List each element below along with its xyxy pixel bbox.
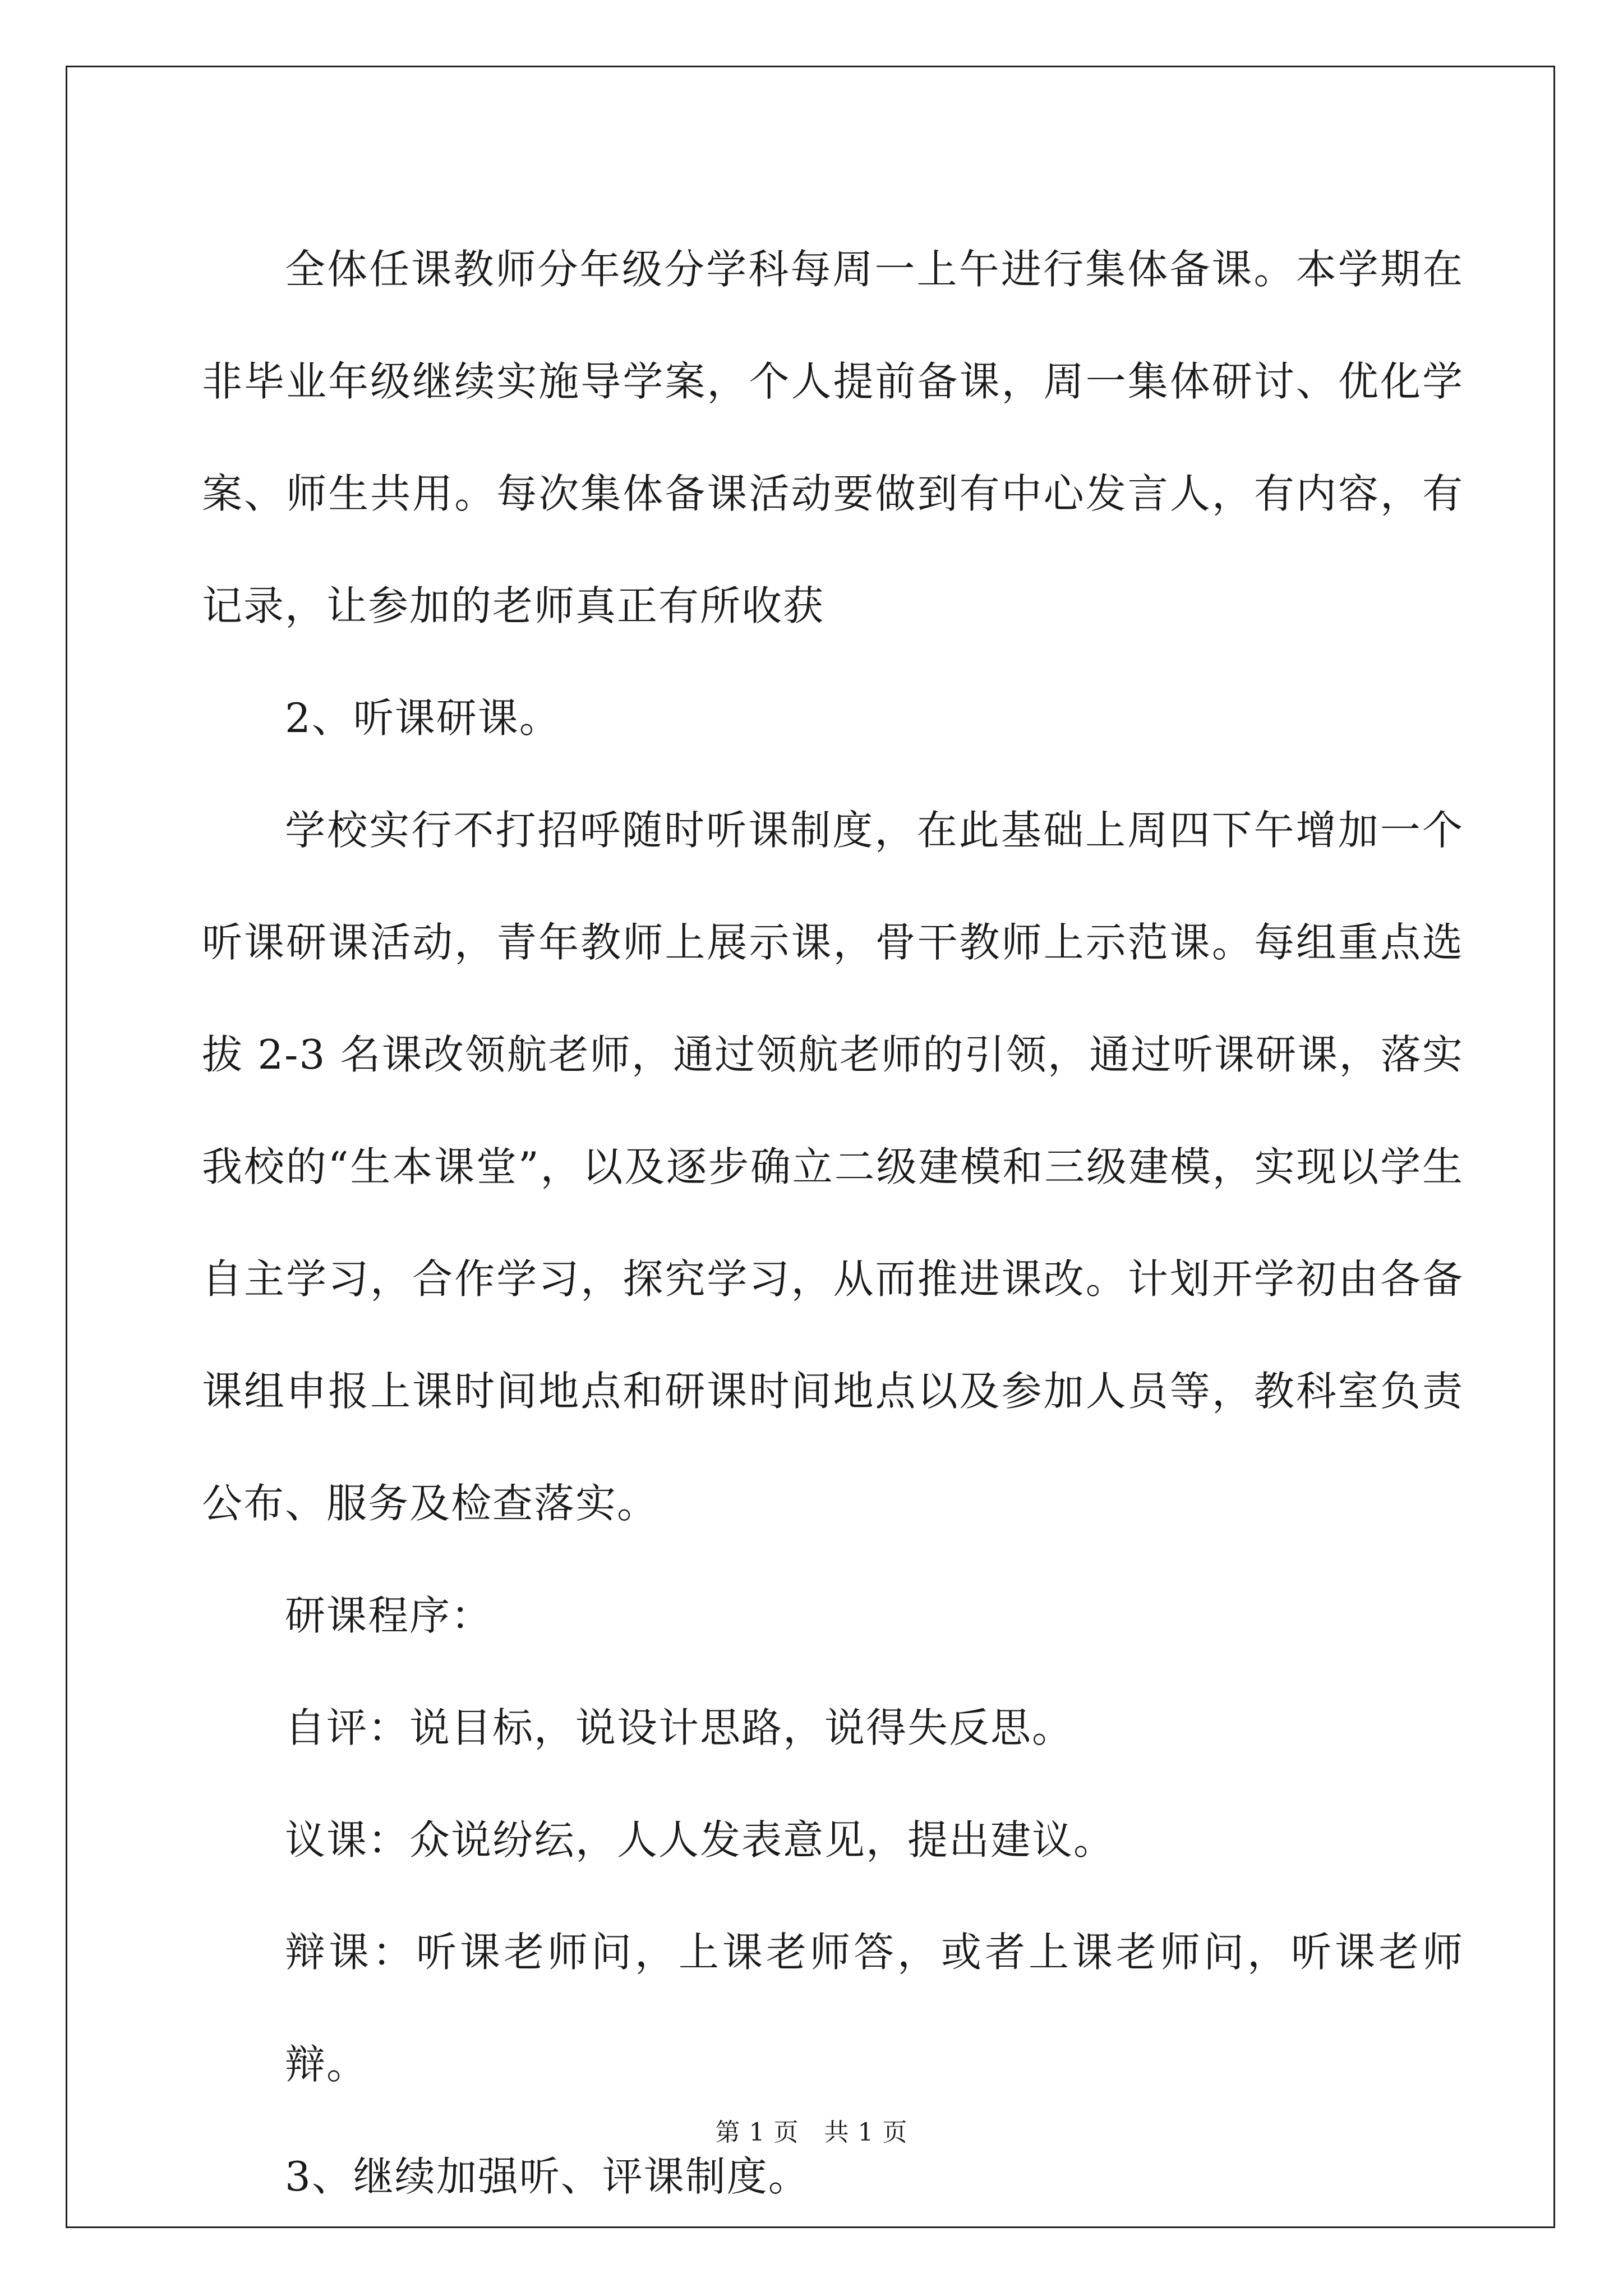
list-item-debate: 辩课：听课老师问，上课老师答，或者上课老师问，听课老师辩。: [285, 1929, 1464, 2088]
heading-evaluation-system: 3、继续加强听、评课制度。: [285, 2153, 810, 2200]
paragraph-collective-lesson-prep: 全体任课教师分年级分学科每周一上午进行集体备课。本学期在非毕业年级继续实施导学案，个人提前备课，周一集体研讨、优化学案、师生共用。每次集体备课活动要做到有中心发言人，有内容，有记录，让参加的老师真正有所收获: [202, 246, 1464, 629]
list-item-discussion: 议课：众说纷纭，人人发表意见，提出建议。: [285, 1816, 1115, 1864]
paragraph-lesson-observation: 学校实行不打招呼随时听课制度，在此基础上周四下午增加一个听课研课活动，青年教师上展示课，骨干教师上示范课。每组重点选拔 2-3 名课改领航老师，通过领航老师的引领，通过听课研课，落实我校的“生本课堂”，以及逐步确立二级建模和三级建模，实现以学生自主学习，合作学习，探究学习，从而推进课改。计划开学初由各备课组申报上课时间地点和研课时间地点以及参加人员等，教科室负责公布、服务及检查落实。: [202, 807, 1464, 1527]
page-footer: 第 1 页 共 1 页: [715, 2118, 908, 2147]
list-item-self-evaluation: 自评：说目标，说设计思路，说得失反思。: [285, 1704, 1074, 1751]
document-body: [202, 213, 1464, 2233]
heading-research-procedure: 研课程序：: [285, 1592, 493, 1639]
heading-lesson-observation: 2、听课研课。: [285, 694, 561, 742]
